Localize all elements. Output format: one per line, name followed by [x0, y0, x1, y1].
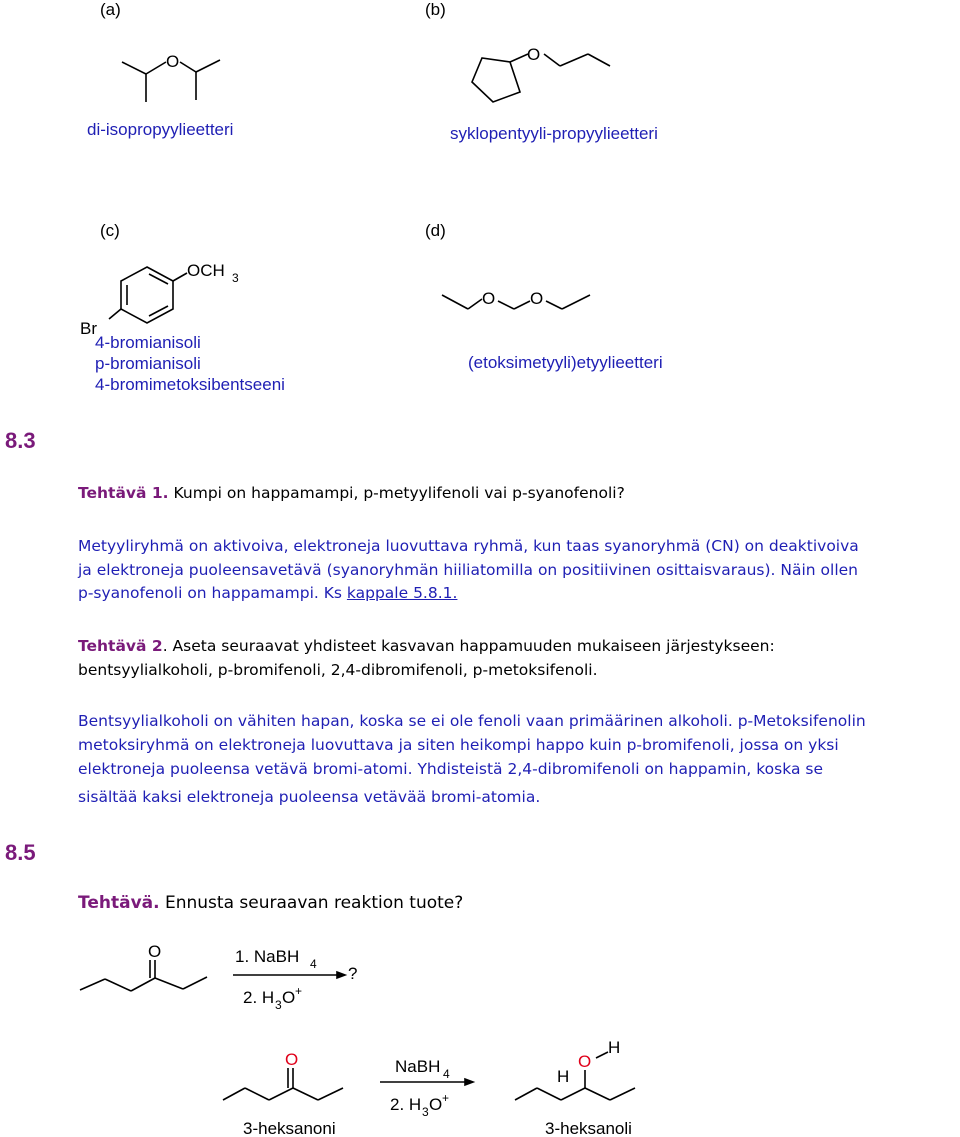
- reagent-step-1: 1. NaBH: [235, 947, 300, 966]
- ketone-oxygen: O: [285, 1050, 299, 1069]
- reagent-2-oxygen: O: [429, 1095, 443, 1114]
- task2-answer-line-3: elektroneja puoleensa vetävä bromi-atomi. Yhdisteistä 2,4-dibromifenoli on happamin, koska se: [78, 760, 823, 778]
- reagent-2-superscript: +: [442, 1091, 450, 1105]
- task2-heading: Tehtävä 2: [78, 637, 163, 655]
- task1-answer: [78, 535, 859, 606]
- cyclopentyl-propyl-ether-structure: [460, 40, 630, 115]
- names-c: [95, 332, 285, 395]
- reaction-1: [75, 935, 385, 1015]
- section-number-8-5: 8.5: [5, 840, 36, 865]
- task1-question: Kumpi on happamampi, p-metyylifenoli vai p-syanofenoli?: [168, 484, 625, 502]
- task1-answer-line-2: ja elektroneja puoleensavetävä (syanoryhmän hiiliatomilla on positiivinen osittaisvaraus). Näin ollen: [78, 560, 859, 579]
- kappale-link[interactable]: kappale 5.8.1.: [346, 584, 458, 602]
- methoxy-group: OCH: [187, 261, 225, 280]
- task2-block: [78, 635, 775, 682]
- reagent-step-2-oxygen: O: [282, 988, 296, 1007]
- task2-question-line-2: bentsyylialkoholi, p-bromifenoli, 2,4-dibromifenoli, p-metoksifenoli.: [78, 660, 598, 679]
- task1-answer-line-3: p-syanofenoli on happamampi. Ks: [78, 584, 347, 602]
- reagent-2: 2. H: [390, 1095, 422, 1114]
- task1-block: [78, 482, 625, 506]
- alcohol-oxygen: O: [578, 1052, 592, 1071]
- reagent-1: NaBH: [395, 1057, 441, 1076]
- label-a: (a): [100, 0, 121, 19]
- diisopropyl-ether-structure: [110, 40, 250, 110]
- reagent-step-2: 2. H: [243, 988, 275, 1007]
- task1-heading: Tehtävä 1.: [78, 484, 169, 502]
- task2-answer-line-2: metoksiryhmä on elektroneja luovuttava ja siten heikompi happo kuin p-bromifenoli, jossa on yksi: [78, 736, 839, 754]
- name-c-2: p-bromianisoli: [95, 354, 201, 373]
- task85-block: [78, 892, 463, 916]
- name-c-1: 4-bromianisoli: [95, 333, 201, 352]
- hydroxyl-hydrogen: H: [608, 1038, 621, 1057]
- label-d: (d): [425, 221, 446, 240]
- bromine-atom: Br: [80, 319, 97, 338]
- task2-answer-line-1: Bentsyylialkoholi on vähiten hapan, koska se ei ole fenoli vaan primäärinen alkoholi. p-Metoksifenolin: [78, 712, 866, 730]
- name-c-3: 4-bromimetoksibentseeni: [95, 375, 285, 394]
- name-d: (etoksimetyyli)etyylieetteri: [468, 353, 663, 372]
- task85-heading: Tehtävä.: [78, 893, 160, 913]
- task1-answer-line-1: Metyyliryhmä on aktivoiva, elektroneja luovuttava ryhmä, kun taas syanoryhmä (CN) on deaktivoiva: [78, 537, 859, 555]
- oxygen-atom-2: O: [530, 289, 544, 308]
- reactant-name: 3-heksanoni: [243, 1119, 336, 1137]
- ethoxymethyl-ethyl-ether-structure: [430, 275, 600, 320]
- reagent-step-1-subscript: 4: [310, 957, 317, 971]
- task2-answer: [78, 709, 866, 809]
- reagent-1-subscript: 4: [443, 1067, 450, 1081]
- label-c: (c): [100, 221, 120, 240]
- name-a: di-isopropyylieetteri: [87, 120, 234, 139]
- name-b: syklopentyyli-propyylieetteri: [450, 124, 658, 143]
- ketone-oxygen: O: [148, 942, 162, 961]
- label-b: (b): [425, 0, 446, 19]
- task85-question: Ennusta seuraavan reaktion tuote?: [159, 893, 464, 913]
- oxygen-atom: O: [166, 52, 180, 71]
- reagent-step-2-subscript: 3: [275, 998, 282, 1012]
- reagent-2-subscript: 3: [422, 1105, 429, 1119]
- oxygen-atom: O: [527, 45, 541, 64]
- carbinol-hydrogen: H: [557, 1067, 570, 1086]
- task2-answer-line-4: sisältää kaksi elektroneja puoleensa vetävää bromi-atomia.: [78, 788, 541, 806]
- reaction-2: [215, 1040, 655, 1137]
- unknown-product: ?: [348, 964, 358, 983]
- methoxy-subscript: 3: [232, 271, 239, 285]
- section-number-8-3: 8.3: [5, 428, 36, 453]
- product-name: 3-heksanoli: [545, 1119, 632, 1137]
- oxygen-atom-1: O: [482, 289, 496, 308]
- reagent-step-2-superscript: +: [295, 984, 303, 998]
- task2-question-line-1: . Aseta seuraavat yhdisteet kasvavan happamuuden mukaiseen järjestykseen:: [162, 637, 775, 655]
